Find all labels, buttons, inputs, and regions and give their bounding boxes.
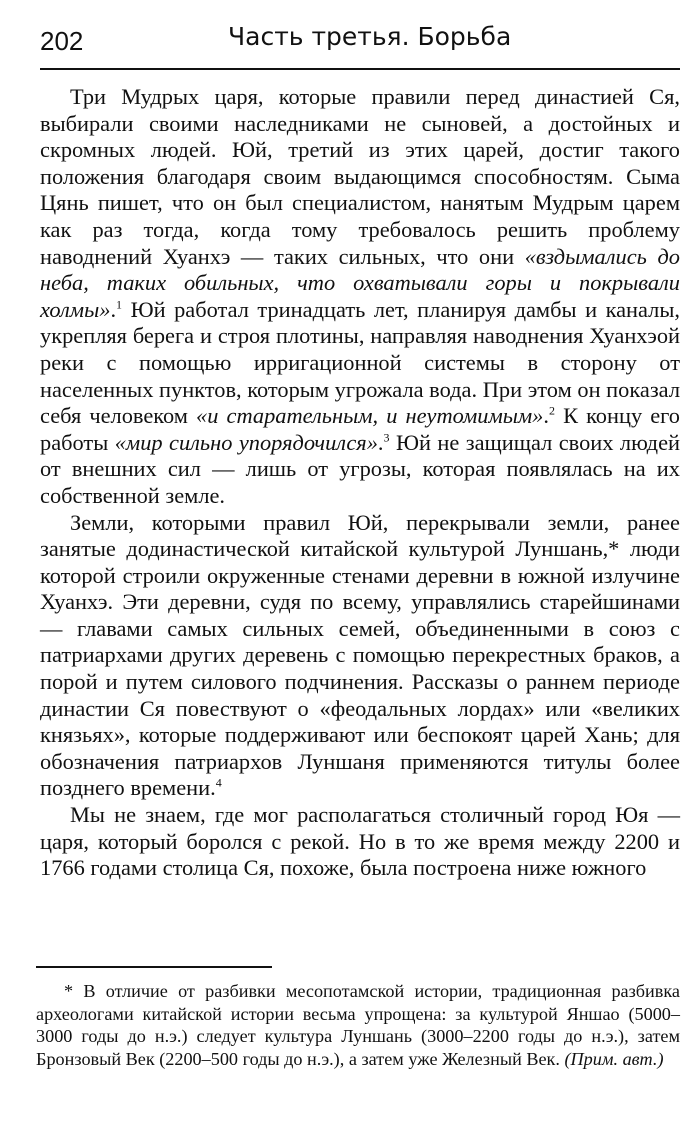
running-title: Часть третья. Борьба	[228, 22, 512, 51]
body-text	[40, 84, 680, 882]
footnote-ref-4: 4	[215, 775, 222, 790]
page-number: 202	[40, 26, 84, 56]
paragraph-text: Три Мудрых царя, которые правили перед династией Ся, выбирали своими наследниками не сыновей, а достойных и скромных людей. Юй, третий из этих царей, достиг такого положения благодаря своим выдающимся способностям. Сыма Цянь пишет, что он был специалистом, нанятым Мудрым царем как раз тогда, когда тому требовалось решить проблему наводнений Хуанхэ — таких сильных, что они	[40, 84, 680, 269]
paragraph-2	[40, 510, 680, 803]
quote: «вздымались до неба, таких обильных, что охватывали горы и покрывали холмы»	[40, 243, 680, 322]
paragraph-3	[40, 802, 680, 882]
header-rule	[40, 68, 680, 70]
footnote-ref-2: 2	[549, 403, 555, 418]
quote: «и старательным, и неутомимым»	[196, 403, 544, 429]
paragraph-text: К концу его работы	[40, 403, 680, 455]
author-note: (Прим. авт.)	[564, 1048, 664, 1069]
paragraph-text: Юй не защищал своих людей от внешних сил — лишь от угрозы, которая появлялась на их собственной земле.	[40, 429, 680, 508]
quote: «мир сильно упорядочился»	[114, 429, 378, 455]
footnote-ref-1: 1	[116, 297, 123, 312]
paragraph-text: Мы не знаем, где мог располагаться столичный город Юя — царя, который боролся с рекой. Но в то же время между 2200 и 1766 годами столица Ся, похоже, была построена ниже южного	[40, 802, 680, 881]
paragraph-1: Три Мудрых царя, которые правили перед династией Ся, выбирали своими наследниками не сыновей, а достойных и скромных людей. Юй, третий из этих царей, достиг такого положения благодаря своим выдающимся способностям. Сыма Цянь пишет, что он был специалистом, нанятым Мудрым царем как раз тогда, когда тому требовалось решить проблему наводнений Хуанхэ — таких сильных, что они «вздымались до неба, таких обильных, что охватывали горы и покрывали холмы».$^1$ Юй работал тринадцать лет, планируя дамбы и каналы, укрепляя берега и строя плотины, направляя наводнения Хуанхэой реки с помощью ирригационной системы в сторону от населенных пунктов, которым угрожала вода. При этом он показал себя человеком «и старательным, и неутомимым».$^2$ К концу его работы «мир сильно упорядочился».$^3$ Юй не защищал своих людей от внешних сил — лишь от угрозы, которая появлялась на их собственной земле.	[40, 84, 680, 508]
page-header	[40, 22, 680, 66]
footnote	[36, 980, 680, 1070]
footnote-text: * В отличие от разбивки месопотамской истории, традиционная разбивка археологами китайской истории весьма упрощена: за культурой Яншао (5000–3000 годы до н.э.) следует культура Луншань (3000–2200 годы до н.э.), затем Бронзовый Век (2200–500 годы до н.э.), а затем уже Железный Век.	[36, 981, 680, 1069]
paragraph-text: Земли, которыми правил Юй, перекрывали земли, ранее занятые додинастической китайской культурой Луншань,* люди которой строили окруженные стенами деревни в южной излучине Хуанхэ. Эти деревни, судя по всему, управлялись старейшинами — главами самых сильных семей, объединенными в союз с патриархами других деревень с помощью перекрестных браков, а порой и путем силового подчинения. Рассказы о раннем периоде династии Ся повествуют о «феодальных лордах» или «великих князьях», которые поддерживают или беспокоят царей Хань; для обозначения патриархов Луншаня применяются титулы более позднего времени.	[40, 509, 680, 801]
footnote-rule	[36, 966, 272, 968]
footnote-ref-3: 3	[383, 430, 390, 445]
paragraph-text: Юй работал тринадцать лет, планируя дамбы и каналы, укрепляя берега и строя плотины, направляя наводнения Хуанхэой реки с помощью ирригационной системы в сторону от населенных пунктов, которым угрожала вода. При этом он показал себя человеком	[40, 296, 680, 429]
footnote-paragraph	[36, 980, 680, 1070]
